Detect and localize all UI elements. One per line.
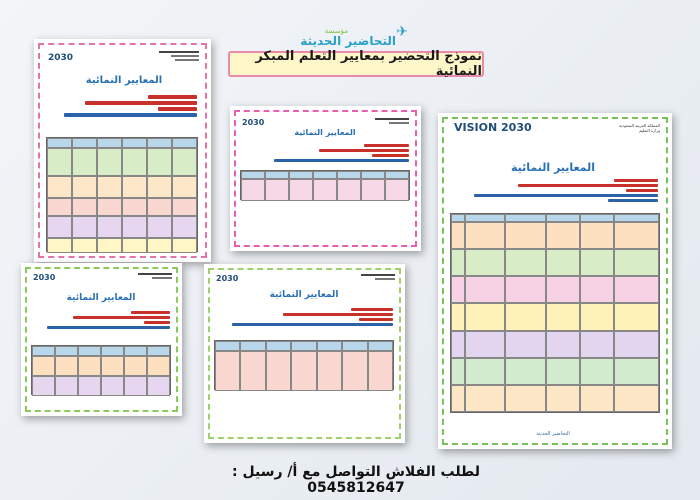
- vision-logo: VISION 2030: [454, 121, 532, 134]
- document-heading: المعايير النمائية: [269, 290, 339, 300]
- brand-logo-sub: مؤسسة: [324, 27, 348, 35]
- document-preview-middle[interactable]: [230, 106, 421, 251]
- document-heading: المعايير النمائية: [294, 128, 356, 137]
- contact-text: لطلب الفلاش التواصل مع أ/ رسيل :: [232, 464, 480, 480]
- vision-logo: 2030: [48, 53, 74, 63]
- document-heading: المعايير النمائية: [510, 161, 596, 174]
- brand-logo: [300, 24, 416, 52]
- poster-frame: [6, 6, 694, 494]
- vision-logo: 2030: [33, 273, 56, 282]
- document-preview-main[interactable]: [438, 113, 672, 449]
- page-title: نموذج التحضير بمعايير التعلم المبكر النمائية: [228, 51, 484, 77]
- document-heading: المعايير النمائية: [85, 75, 163, 86]
- brand-logo-text: التحاضير الحديثة: [300, 34, 396, 48]
- ministry-label: وزارة التعليم: [639, 128, 660, 133]
- document-preview-top-left[interactable]: [34, 39, 211, 262]
- contact-phone[interactable]: 0545812647: [307, 480, 405, 496]
- document-footer: التحاضير الحديثة: [536, 431, 570, 437]
- vision-logo: 2030: [242, 118, 265, 127]
- document-preview-bottom-middle[interactable]: [204, 264, 405, 443]
- document-preview-bottom-left[interactable]: [21, 263, 182, 416]
- contact-line: [206, 464, 506, 496]
- vision-logo: 2030: [216, 274, 239, 283]
- country-label: المملكة العربية السعودية: [618, 123, 660, 128]
- bird-icon: ✈: [396, 24, 408, 40]
- document-heading: المعايير النمائية: [66, 293, 136, 303]
